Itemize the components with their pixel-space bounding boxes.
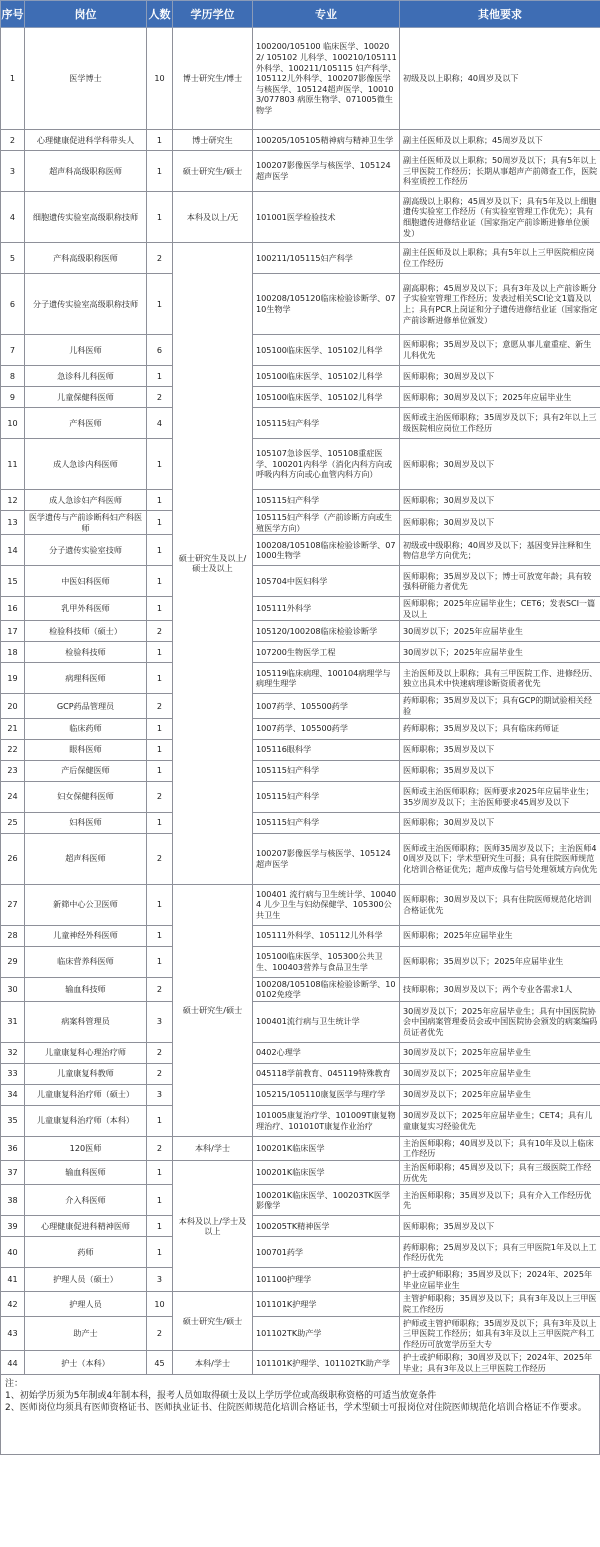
cell-major: 105215/105110康复医学与理疗学 <box>253 1084 400 1105</box>
cell-major: 100205/105105精神病与精神卫生学 <box>253 130 400 151</box>
cell-no: 35 <box>1 1105 25 1136</box>
cell-requirements: 护士或护师职称；35周岁及以下；2024年、2025年毕业应届毕业生 <box>400 1268 600 1292</box>
cell-position: 急诊科儿科医师 <box>25 366 147 387</box>
header-position: 岗位 <box>25 1 147 28</box>
cell-position: 护理人员（硕士） <box>25 1268 147 1292</box>
table-row <box>1 335 600 366</box>
cell-major: 100207影像医学与核医学、105124超声医学 <box>253 833 400 884</box>
cell-requirements: 初级及以上职称；40周岁及以下 <box>400 28 600 130</box>
cell-position: 心理健康促进科精神医师 <box>25 1216 147 1237</box>
cell-requirements: 医师职称；2025年应届毕业生 <box>400 925 600 946</box>
cell-position: 中医妇科医师 <box>25 566 147 597</box>
table-row <box>1 1237 600 1268</box>
cell-requirements: 副主任医师及以上职称；50周岁及以下；具有5年以上三甲医院工作经历；长期从事超声产前筛查工作，医院科室质控工作经历 <box>400 151 600 192</box>
cell-major: 105115妇产科学 <box>253 781 400 812</box>
cell-requirements: 30周岁及以下；2025年应届毕业生；具有中国医院协会中国病案管理委员会或中国医院协会颁发的病案编码员证者优先 <box>400 1001 600 1042</box>
cell-count: 1 <box>147 642 173 663</box>
table-row <box>1 274 600 335</box>
table-row <box>1 884 600 925</box>
table-row <box>1 977 600 1001</box>
cell-major: 101101K护理学、101102TK助产学 <box>253 1351 400 1375</box>
cell-no: 2 <box>1 130 25 151</box>
cell-education: 硕士研究生/硕士 <box>173 884 253 1136</box>
table-row <box>1 1185 600 1216</box>
cell-count: 2 <box>147 833 173 884</box>
table-row <box>1 243 600 274</box>
cell-count: 1 <box>147 597 173 621</box>
cell-no: 15 <box>1 566 25 597</box>
header-requirements: 其他要求 <box>400 1 600 28</box>
cell-count: 1 <box>147 925 173 946</box>
cell-position: 超声科高级职称医师 <box>25 151 147 192</box>
cell-requirements: 30周岁及以下；2025年应届毕业生 <box>400 1063 600 1084</box>
cell-count: 1 <box>147 1237 173 1268</box>
table-row <box>1 663 600 694</box>
table-row <box>1 387 600 408</box>
cell-no: 6 <box>1 274 25 335</box>
cell-major: 101001医学检验技术 <box>253 192 400 243</box>
cell-major: 100401流行病与卫生统计学 <box>253 1001 400 1042</box>
cell-requirements: 药师职称；35周岁及以下；具有GCP的期试验相关经验 <box>400 694 600 718</box>
cell-major: 100201K临床医学 <box>253 1136 400 1160</box>
cell-position: 超声科医师 <box>25 833 147 884</box>
cell-major: 105100临床医学、105300公共卫生、100403营养与食品卫生学 <box>253 946 400 977</box>
cell-major: 100701药学 <box>253 1237 400 1268</box>
cell-position: 输血科技师 <box>25 977 147 1001</box>
cell-requirements: 初级或中级职称；40周岁及以下；基因变异注释和生物信息学方向优先； <box>400 535 600 566</box>
notes-title: 注： <box>5 1379 24 1390</box>
cell-requirements: 医师职称；35周岁及以下 <box>400 1216 600 1237</box>
header-row <box>1 1 600 28</box>
cell-requirements: 医师职称；35周岁及以下 <box>400 760 600 781</box>
table-row <box>1 490 600 511</box>
cell-position: 乳甲外科医师 <box>25 597 147 621</box>
cell-requirements: 医师职称；35周岁以下；2025年应届毕业生 <box>400 946 600 977</box>
cell-major: 105115妇产科学 <box>253 408 400 439</box>
cell-position: 妇科医师 <box>25 812 147 833</box>
cell-no: 33 <box>1 1063 25 1084</box>
cell-requirements: 医师职称；30周岁及以下；具有住院医师规范化培训合格证优先 <box>400 884 600 925</box>
cell-major: 1007药学、105500药学 <box>253 694 400 718</box>
cell-count: 2 <box>147 621 173 642</box>
table-row <box>1 439 600 490</box>
cell-major: 105120/100208临床检验诊断学 <box>253 621 400 642</box>
cell-major: 100205TK精神医学 <box>253 1216 400 1237</box>
cell-requirements: 副高职称；45周岁及以下；具有3年及以上产前诊断分子实验室管理工作经历；发表过相关SCI论文1篇及以上；具有PCR上岗证和分子遗传进修结业证（国家指定产前诊断进修单位颁发） <box>400 274 600 335</box>
cell-count: 1 <box>147 1185 173 1216</box>
cell-requirements: 医师职称；30周岁及以下 <box>400 490 600 511</box>
cell-position: 助产士 <box>25 1316 147 1351</box>
cell-position: GCP药品管理员 <box>25 694 147 718</box>
cell-count: 1 <box>147 274 173 335</box>
cell-requirements: 主管护师职称；35周岁及以下；具有3年及以上三甲医院工作经历 <box>400 1292 600 1316</box>
cell-position: 妇女保健科医师 <box>25 781 147 812</box>
cell-education: 博士研究生/博士 <box>173 28 253 130</box>
cell-position: 儿科医师 <box>25 335 147 366</box>
cell-count: 1 <box>147 535 173 566</box>
cell-position: 医学博士 <box>25 28 147 130</box>
cell-requirements: 主治医师职称；40周岁及以下；具有10年及以上临床工作经历 <box>400 1136 600 1160</box>
cell-major: 105111外科学 <box>253 597 400 621</box>
cell-position: 成人急诊妇产科医师 <box>25 490 147 511</box>
cell-no: 34 <box>1 1084 25 1105</box>
table-row <box>1 566 600 597</box>
cell-position: 心理健康促进科学科带头人 <box>25 130 147 151</box>
cell-no: 7 <box>1 335 25 366</box>
cell-count: 3 <box>147 1001 173 1042</box>
cell-no: 18 <box>1 642 25 663</box>
cell-no: 31 <box>1 1001 25 1042</box>
cell-major: 105100临床医学、105102儿科学 <box>253 335 400 366</box>
table-row <box>1 925 600 946</box>
cell-count: 2 <box>147 977 173 1001</box>
cell-no: 3 <box>1 151 25 192</box>
cell-education: 本科/学士 <box>173 1351 253 1375</box>
cell-education: 本科及以上/学士及以上 <box>173 1160 253 1291</box>
table-row <box>1 130 600 151</box>
cell-no: 9 <box>1 387 25 408</box>
cell-requirements: 副高级以上职称；45周岁及以下；具有5年及以上细胞遗传实验室工作经历（有实验室管理工作优先）；具有细胞遗传进修结业证（国家指定产前诊断进修单位颁发） <box>400 192 600 243</box>
cell-requirements: 副主任医师及以上职称；具有5年以上三甲医院相应岗位工作经历 <box>400 243 600 274</box>
cell-major: 105115妇产科学 <box>253 812 400 833</box>
cell-count: 10 <box>147 1292 173 1316</box>
cell-requirements: 医师或主治医师职称；医师要求2025年应届毕业生；35岁周岁及以下；主治医师要求45周岁及以下 <box>400 781 600 812</box>
table-row <box>1 408 600 439</box>
cell-count: 2 <box>147 387 173 408</box>
cell-requirements: 副主任医师及以上职称；45周岁及以下 <box>400 130 600 151</box>
cell-count: 2 <box>147 694 173 718</box>
cell-no: 17 <box>1 621 25 642</box>
cell-requirements: 医师职称；35周岁及以下 <box>400 739 600 760</box>
cell-requirements: 主治医师职称；45周岁及以下；具有三级医院工作经历优先 <box>400 1160 600 1184</box>
cell-count: 2 <box>147 1063 173 1084</box>
cell-position: 检验科技师 <box>25 642 147 663</box>
cell-major: 100201K临床医学 <box>253 1160 400 1184</box>
cell-requirements: 医师或主治医师职称；医师35周岁及以下；主治医师40周岁及以下；学术型研究生可报；具有住院医师规范化培训合格证优先；超声成像与信号处理领域方向优先 <box>400 833 600 884</box>
cell-major: 101005康复治疗学、101009T康复物理治疗、101010T康复作业治疗 <box>253 1105 400 1136</box>
cell-major: 101101K护理学 <box>253 1292 400 1316</box>
cell-no: 24 <box>1 781 25 812</box>
header-count: 人数 <box>147 1 173 28</box>
cell-requirements: 护士或护师职称；30周岁及以下；2024年、2025年毕业；具有3年及以上三甲医院工作经历 <box>400 1351 600 1375</box>
cell-requirements: 30周岁以下；2025年应届毕业生 <box>400 621 600 642</box>
cell-position: 细胞遗传实验室高级职称技师 <box>25 192 147 243</box>
cell-count: 1 <box>147 490 173 511</box>
cell-position: 医学遗传与产前诊断科妇产科医师 <box>25 511 147 535</box>
cell-count: 2 <box>147 243 173 274</box>
cell-no: 39 <box>1 1216 25 1237</box>
cell-education: 博士研究生 <box>173 130 253 151</box>
cell-no: 27 <box>1 884 25 925</box>
cell-no: 16 <box>1 597 25 621</box>
cell-no: 1 <box>1 28 25 130</box>
cell-no: 26 <box>1 833 25 884</box>
cell-count: 3 <box>147 1268 173 1292</box>
cell-no: 30 <box>1 977 25 1001</box>
header-education: 学历学位 <box>173 1 253 28</box>
cell-no: 19 <box>1 663 25 694</box>
table-row <box>1 1351 600 1375</box>
cell-requirements: 医师或主治医师职称；35周岁及以下；具有2年以上三级医院相应岗位工作经历 <box>400 408 600 439</box>
cell-major: 107200生物医学工程 <box>253 642 400 663</box>
cell-position: 介入科医师 <box>25 1185 147 1216</box>
header-major: 专业 <box>253 1 400 28</box>
cell-major: 1007药学、105500药学 <box>253 718 400 739</box>
cell-count: 10 <box>147 28 173 130</box>
cell-position: 检验科技师（硕士） <box>25 621 147 642</box>
cell-no: 41 <box>1 1268 25 1292</box>
cell-no: 28 <box>1 925 25 946</box>
cell-position: 新筛中心公卫医师 <box>25 884 147 925</box>
cell-position: 病理科医师 <box>25 663 147 694</box>
cell-position: 儿童康复科治疗师（硕士） <box>25 1084 147 1105</box>
cell-position: 护理人员 <box>25 1292 147 1316</box>
cell-no: 42 <box>1 1292 25 1316</box>
cell-count: 2 <box>147 1042 173 1063</box>
table-row <box>1 946 600 977</box>
table-row <box>1 718 600 739</box>
cell-requirements: 主治医师职称；35周岁及以下；具有介入工作经历优先 <box>400 1185 600 1216</box>
table-row <box>1 366 600 387</box>
cell-position: 成人急诊内科医师 <box>25 439 147 490</box>
table-row <box>1 1292 600 1316</box>
cell-requirements: 药师职称；25周岁及以下；具有三甲医院1年及以上工作经历优先 <box>400 1237 600 1268</box>
cell-no: 25 <box>1 812 25 833</box>
cell-position: 临床营养科医师 <box>25 946 147 977</box>
cell-major: 105115妇产科学（产前诊断方向或生殖医学方向） <box>253 511 400 535</box>
notes-line-1: 1、初始学历须为5年制或4年制本科，报考人员如取得硕士及以上学历学位或高级职称资格的可适当放宽条件 <box>5 1391 437 1402</box>
cell-major: 045118学前教育、045119特殊教育 <box>253 1063 400 1084</box>
cell-count: 1 <box>147 439 173 490</box>
cell-count: 1 <box>147 130 173 151</box>
cell-requirements: 30周岁及以下；2025年应届毕业生；CET4；具有儿童康复实习经验优先 <box>400 1105 600 1136</box>
cell-count: 1 <box>147 566 173 597</box>
cell-no: 37 <box>1 1160 25 1184</box>
cell-no: 8 <box>1 366 25 387</box>
cell-count: 2 <box>147 1316 173 1351</box>
table-row <box>1 535 600 566</box>
cell-major: 101102TK助产学 <box>253 1316 400 1351</box>
table-row <box>1 739 600 760</box>
cell-position: 产后保健医师 <box>25 760 147 781</box>
cell-major: 100401 流行病与卫生统计学、100404 儿少卫生与妇幼保健学、105300公共卫生 <box>253 884 400 925</box>
cell-position: 儿童保健科医师 <box>25 387 147 408</box>
cell-count: 1 <box>147 192 173 243</box>
table-row <box>1 1084 600 1105</box>
table-row <box>1 597 600 621</box>
cell-count: 1 <box>147 760 173 781</box>
cell-count: 1 <box>147 718 173 739</box>
header-no: 序号 <box>1 1 25 28</box>
table-row <box>1 511 600 535</box>
notes-line-2: 2、医师岗位均须具有医师资格证书、医师执业证书、住院医师规范化培训合格证书，学术型硕士可报岗位对住院医师规范化培训合格证不作要求。 <box>5 1403 587 1414</box>
cell-count: 6 <box>147 335 173 366</box>
cell-count: 2 <box>147 1136 173 1160</box>
cell-no: 32 <box>1 1042 25 1063</box>
cell-no: 43 <box>1 1316 25 1351</box>
cell-position: 病案科管理员 <box>25 1001 147 1042</box>
cell-major: 105100临床医学、105102儿科学 <box>253 366 400 387</box>
cell-major: 105111外科学、105112儿外科学 <box>253 925 400 946</box>
cell-major: 100201K临床医学、100203TK医学影像学 <box>253 1185 400 1216</box>
cell-no: 40 <box>1 1237 25 1268</box>
table-row <box>1 1216 600 1237</box>
table-row <box>1 833 600 884</box>
cell-no: 38 <box>1 1185 25 1216</box>
cell-major: 105116眼科学 <box>253 739 400 760</box>
cell-no: 11 <box>1 439 25 490</box>
cell-no: 29 <box>1 946 25 977</box>
cell-count: 1 <box>147 663 173 694</box>
table-row <box>1 781 600 812</box>
cell-count: 2 <box>147 781 173 812</box>
table-row <box>1 1268 600 1292</box>
cell-no: 21 <box>1 718 25 739</box>
cell-major: 100208/105108临床检验诊断学、100102免疫学 <box>253 977 400 1001</box>
cell-count: 1 <box>147 884 173 925</box>
cell-requirements: 医师职称；30周岁及以下 <box>400 366 600 387</box>
cell-count: 1 <box>147 739 173 760</box>
table-row <box>1 1042 600 1063</box>
cell-requirements: 医师职称；30周岁及以下 <box>400 812 600 833</box>
cell-major: 105107急诊医学、105108重症医学、100201内科学（消化内科方向或呼吸内科方向或心血管内科方向） <box>253 439 400 490</box>
cell-position: 眼科医师 <box>25 739 147 760</box>
cell-education: 硕士研究生及以上/硕士及以上 <box>173 243 253 885</box>
cell-education: 本科/学士 <box>173 1136 253 1160</box>
cell-position: 分子遗传实验室高级职称技师 <box>25 274 147 335</box>
cell-count: 3 <box>147 1084 173 1105</box>
cell-no: 14 <box>1 535 25 566</box>
cell-position: 药师 <box>25 1237 147 1268</box>
cell-education: 硕士研究生/硕士 <box>173 1292 253 1351</box>
cell-position: 护士（本科） <box>25 1351 147 1375</box>
cell-count: 1 <box>147 366 173 387</box>
table-row <box>1 1001 600 1042</box>
cell-no: 5 <box>1 243 25 274</box>
cell-position: 儿童康复科治疗师（本科） <box>25 1105 147 1136</box>
cell-position: 儿童康复科心理治疗师 <box>25 1042 147 1063</box>
cell-position: 输血科医师 <box>25 1160 147 1184</box>
table-row <box>1 642 600 663</box>
cell-no: 4 <box>1 192 25 243</box>
cell-major: 100208/105108临床检验诊断学、071000生物学 <box>253 535 400 566</box>
cell-requirements: 30周岁以下；2025年应届毕业生 <box>400 642 600 663</box>
cell-no: 10 <box>1 408 25 439</box>
table-row <box>1 760 600 781</box>
cell-count: 45 <box>147 1351 173 1375</box>
table-body <box>1 28 600 1375</box>
cell-requirements: 30周岁及以下；2025年应届毕业生 <box>400 1042 600 1063</box>
cell-major: 105115妇产科学 <box>253 760 400 781</box>
table-row <box>1 812 600 833</box>
cell-major: 101100护理学 <box>253 1268 400 1292</box>
cell-position: 产科高级职称医师 <box>25 243 147 274</box>
cell-no: 23 <box>1 760 25 781</box>
cell-education: 硕士研究生/硕士 <box>173 151 253 192</box>
notes-section <box>0 1375 600 1455</box>
cell-education: 本科及以上/无 <box>173 192 253 243</box>
table-row <box>1 192 600 243</box>
table-row <box>1 1160 600 1184</box>
cell-no: 20 <box>1 694 25 718</box>
table-row <box>1 1105 600 1136</box>
cell-requirements: 药师职称；35周岁及以下；具有临床药师证 <box>400 718 600 739</box>
cell-major: 100207影像医学与核医学、105124超声医学 <box>253 151 400 192</box>
cell-major: 100200/105100 临床医学、100202/ 105102 儿科学、100210/105111 外科学、100211/105115 妇产科学、105112儿外科学、100207影像医学与核医学、105124超声医学、100103/077803 病原生物学、071005微生物学 <box>253 28 400 130</box>
table-row <box>1 1316 600 1351</box>
table-row <box>1 151 600 192</box>
cell-major: 105704中医妇科学 <box>253 566 400 597</box>
table-row <box>1 1063 600 1084</box>
table-row <box>1 621 600 642</box>
cell-requirements: 医师职称；35周岁及以下；意愿从事儿童重症、新生儿科优先 <box>400 335 600 366</box>
cell-requirements: 主治医师及以上职称；具有三甲医院工作、进修经历、独立出具术中快速病理诊断资质者优先 <box>400 663 600 694</box>
cell-major: 100211/105115妇产科学 <box>253 243 400 274</box>
cell-position: 儿童康复科教师 <box>25 1063 147 1084</box>
cell-count: 1 <box>147 946 173 977</box>
cell-no: 22 <box>1 739 25 760</box>
cell-major: 105115妇产科学 <box>253 490 400 511</box>
cell-major: 0402心理学 <box>253 1042 400 1063</box>
cell-requirements: 医师职称；30周岁及以下；2025年应届毕业生 <box>400 387 600 408</box>
cell-no: 36 <box>1 1136 25 1160</box>
table-row <box>1 1136 600 1160</box>
cell-requirements: 医师职称；30周岁及以下 <box>400 439 600 490</box>
cell-position: 分子遗传实验室技师 <box>25 535 147 566</box>
cell-count: 1 <box>147 151 173 192</box>
cell-requirements: 医师职称；30周岁及以下 <box>400 511 600 535</box>
cell-no: 12 <box>1 490 25 511</box>
cell-position: 儿童神经外科医师 <box>25 925 147 946</box>
table-row <box>1 694 600 718</box>
cell-count: 1 <box>147 511 173 535</box>
cell-count: 4 <box>147 408 173 439</box>
cell-requirements: 医师职称；35周岁及以下；博士可放宽年龄；具有较强科研能力者优先 <box>400 566 600 597</box>
cell-requirements: 护师或主管护师职称；35周岁及以下；具有3年及以上三甲医院工作经历；如具有3年及以上三甲医院产科工作经历可放宽学历至大专 <box>400 1316 600 1351</box>
table-row <box>1 28 600 130</box>
cell-count: 1 <box>147 1105 173 1136</box>
cell-major: 100208/105120临床检验诊断学、0710生物学 <box>253 274 400 335</box>
cell-requirements: 技师职称；30周岁及以下；两个专业各需求1人 <box>400 977 600 1001</box>
cell-no: 44 <box>1 1351 25 1375</box>
cell-requirements: 医师职称；2025年应届毕业生；CET6；发表SCI一篇及以上 <box>400 597 600 621</box>
cell-position: 120医师 <box>25 1136 147 1160</box>
cell-count: 1 <box>147 812 173 833</box>
cell-count: 1 <box>147 1160 173 1184</box>
cell-major: 105100临床医学、105102儿科学 <box>253 387 400 408</box>
cell-no: 13 <box>1 511 25 535</box>
cell-position: 临床药师 <box>25 718 147 739</box>
cell-requirements: 30周岁及以下；2025年应届毕业生 <box>400 1084 600 1105</box>
cell-major: 105119临床病理、100104病理学与病理生理学 <box>253 663 400 694</box>
cell-count: 1 <box>147 1216 173 1237</box>
cell-position: 产科医师 <box>25 408 147 439</box>
